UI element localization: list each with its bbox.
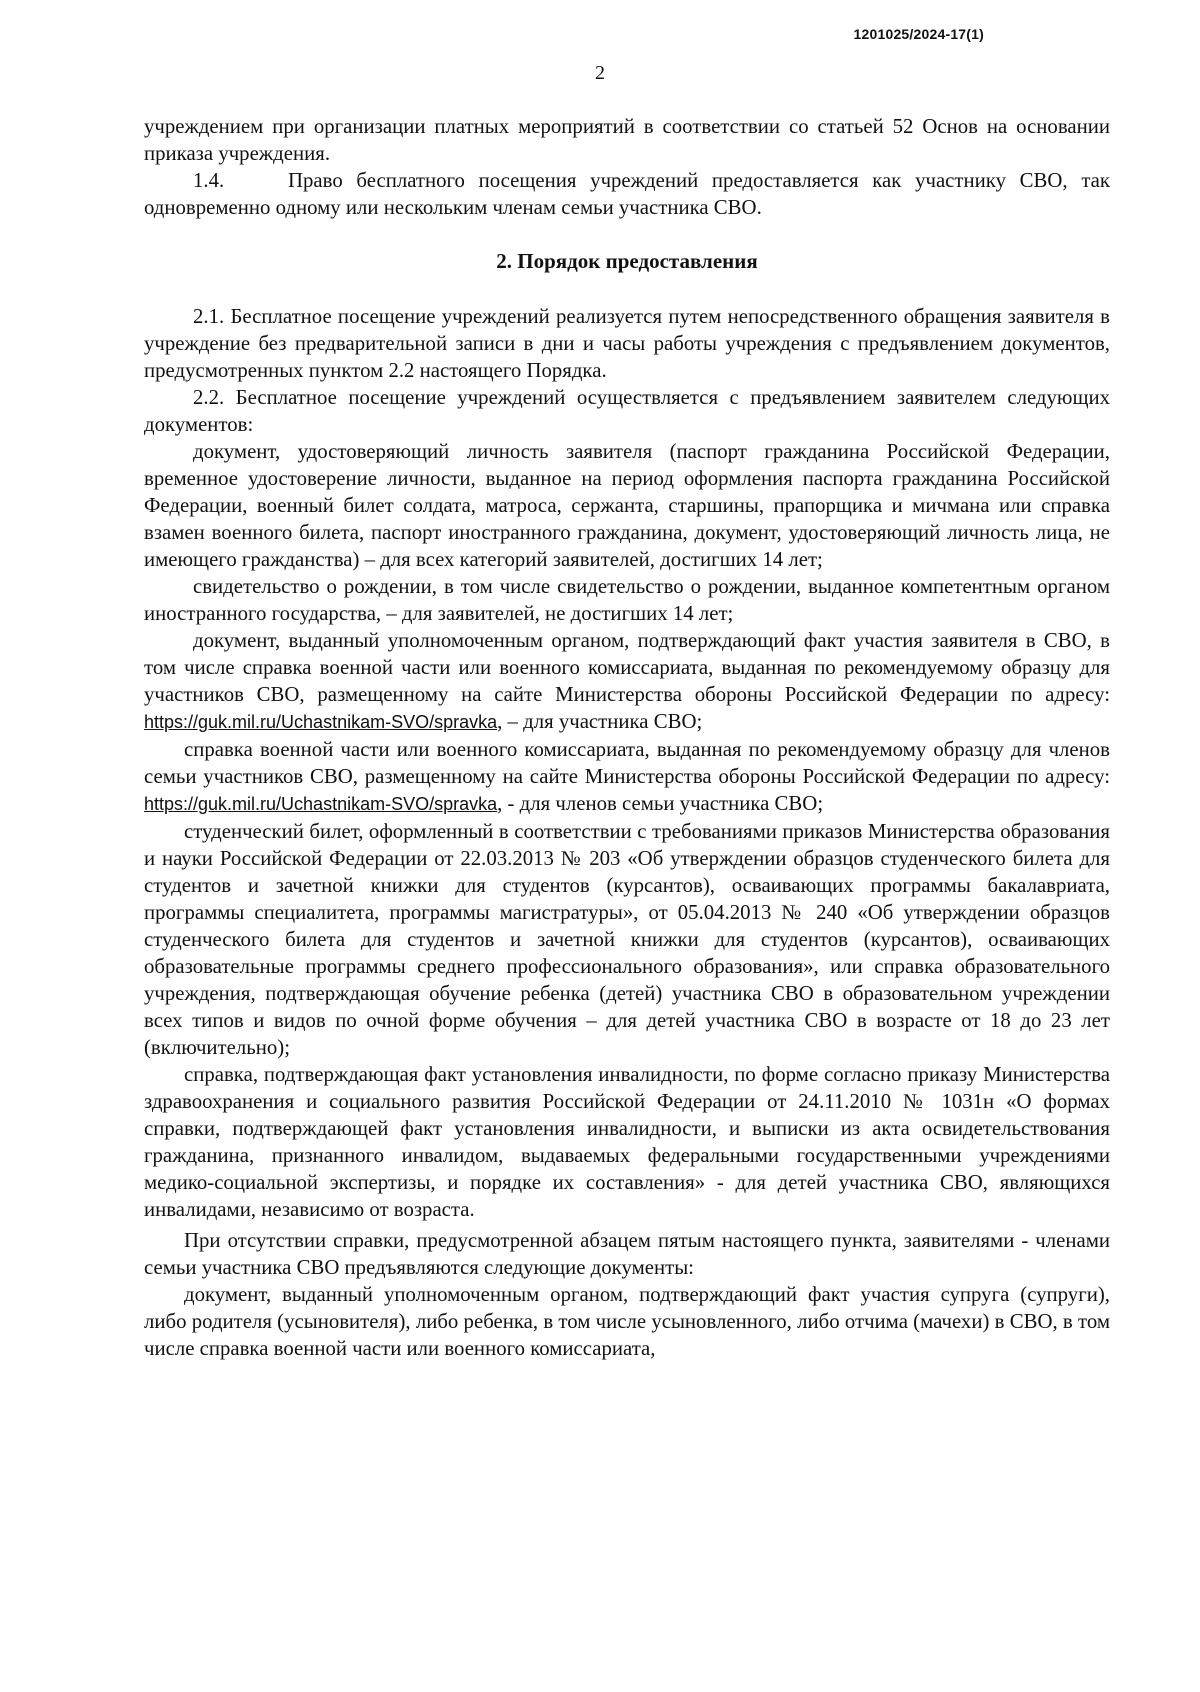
paragraph-no-certificate: При отсутствии справки, предусмотренной абзацем пятым настоящего пункта, заявителями - членами семьи участника СВО предъявляются следующие документы:	[144, 1229, 1110, 1279]
spravka-link[interactable]: https://guk.mil.ru/Uchastnikam-SVO/spravka	[144, 712, 498, 732]
clause-number: 1.4.	[193, 169, 225, 192]
spravka-link[interactable]: https://guk.mil.ru/Uchastnikam-SVO/spravka	[144, 794, 498, 814]
paragraph-text: документ, выданный уполномоченным органом, подтверждающий факт участия заявителя в СВО, в том числе справка военной части или военного комиссариата, выданная по рекомендуемому образцу для участников СВО, размещенному на сайте Министерства обороны Российской Федерации по адресу:	[144, 629, 1110, 706]
list-item-svo-participant-document	[144, 627, 1110, 736]
list-item-identity-document: документ, удостоверяющий личность заявителя (паспорт гражданина Российской Федерации, временное удостоверение личности, выданное на период оформления паспорта гражданина Российской Федерации, военный билет солдата, матроса, сержанта, старшины, прапорщика и мичмана или справка взамен военного билета, паспорт иностранного гражданина, документ, удостоверяющий личность лица, не имеющего гражданства) – для всех категорий заявителей, достигших 14 лет;	[144, 440, 1110, 571]
paragraph-1-4	[144, 167, 1110, 221]
page-number: 2	[595, 62, 605, 84]
paragraph-continuation: учреждением при организации платных мероприятий в соответствии со статьей 52 Основ на основании приказа учреждения.	[144, 115, 1110, 165]
paragraph-text: , - для членов семьи участника СВО;	[497, 792, 824, 815]
list-item-authority-document: документ, выданный уполномоченным органом, подтверждающий факт участия супруга (супруги), либо родителя (усыновителя), либо ребенка, в том числе усыновленного, либо отчима (мачехи) в СВО, в том числе справка военной части или военного комиссариата,	[144, 1283, 1110, 1360]
paragraph-text: , – для участника СВО;	[497, 710, 703, 733]
document-body	[144, 113, 1110, 1362]
paragraph-text: справка военной части или военного комиссариата, выданная по рекомендуемому образцу для членов семьи участников СВО, размещенному на сайте Министерства обороны Российской Федерации по адресу:	[144, 738, 1110, 788]
document-number: 1201025/2024-17(1)	[853, 26, 984, 42]
clause-text: Право бесплатного посещения учреждений предоставляется как участнику СВО, так одновременно одному или нескольким членам семьи участника СВО.	[144, 169, 1110, 219]
list-item-family-certificate	[144, 736, 1110, 818]
section-heading: 2. Порядок предоставления	[496, 249, 758, 273]
paragraph-2-1: 2.1. Бесплатное посещение учреждений реализуется путем непосредственного обращения заявителя в учреждение без предварительной записи в дни и часы работы учреждения с предъявлением документов, предусмотренных пунктом 2.2 настоящего Порядка.	[144, 305, 1110, 382]
list-item-birth-certificate: свидетельство о рождении, в том числе свидетельство о рождении, выданное компетентным органом иностранного государства, – для заявителей, не достигших 14 лет;	[144, 575, 1110, 625]
list-item-student-card: студенческий билет, оформленный в соответствии с требованиями приказов Министерства образования и науки Российской Федерации от 22.03.2013 № 203 «Об утверждении образцов студенческого билета для студентов и зачетной книжки для студентов (курсантов), осваивающих программы бакалавриата, программы специалитета, программы магистратуры», от 05.04.2013 № 240 «Об утверждении образцов студенческого билета для студентов и зачетной книжки для студентов (курсантов), осваивающих образовательные программы среднего профессионального образования», или справка образовательного учреждения, подтверждающая обучение ребенка (детей) участника СВО в образовательном учреждении всех типов и видов по очной форме обучения – для детей участника СВО в возрасте от 18 до 23 лет (включительно);	[144, 820, 1110, 1059]
list-item-disability-certificate: справка, подтверждающая факт установления инвалидности, по форме согласно приказу Министерства здравоохранения и социального развития Российской Федерации от 24.11.2010 № 1031н «О формах справки, подтверждающей факт установления инвалидности, и выписки из акта освидетельствования гражданина, признанного инвалидом, выдаваемых федеральными государственными учреждениями медико-социальной экспертизы, и порядке их составления» - для детей участника СВО, являющихся инвалидами, независимо от возраста.	[144, 1063, 1110, 1221]
paragraph-2-2: 2.2. Бесплатное посещение учреждений осуществляется с предъявлением заявителем следующих документов:	[144, 386, 1110, 436]
